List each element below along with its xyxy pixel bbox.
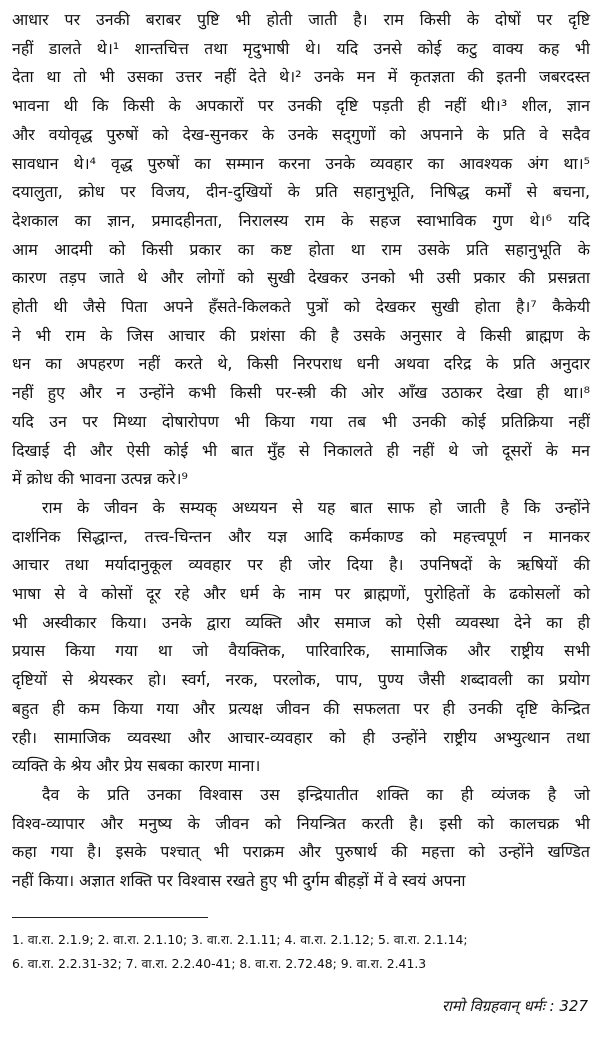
page-number: 327: [559, 997, 588, 1015]
text-line: नहीं डालते थे।¹ शान्तचित्त तथा मृदुभाषी थे। यदि उनसे कोई कटु वाक्य कह भी: [12, 38, 590, 58]
paragraph-3: [12, 781, 590, 896]
text-line: दयालुता, क्रोध पर विजय, दीन-दुखियों के प्रति सहानुभूति, निषिद्ध कर्मों से बचना,: [12, 182, 590, 202]
running-title: रामो विग्रहवान् धर्मः: [441, 997, 545, 1015]
text-line: रही। सामाजिक व्यवस्था और आचार-व्यवहार को ही उन्होंने राष्ट्रीय अभ्युत्थान तथा: [12, 727, 590, 747]
body-text: [12, 6, 590, 896]
footnote-line: 6. वा.रा. 2.2.31-32; 7. वा.रा. 2.2.40-41; 8. वा.रा. 2.72.48; 9. वा.रा. 2.41.3: [12, 956, 427, 971]
text-line: ने भी राम के जिस आचार की प्रशंसा की है उसके अनुसार वे किसी ब्राह्मण के: [12, 325, 590, 345]
footer-separator: :: [549, 997, 555, 1015]
text-line: दिखाई दी और ऐसी कोई भी बात मुँह से निकालते ही नहीं थे जो दूसरों के मन: [12, 440, 590, 460]
text-line: विश्व-व्यापार और मनुष्य के जीवन को नियन्त्रित करती है। इसी को कालचक्र भी: [12, 813, 590, 833]
page-footer: [442, 996, 588, 1016]
text-line: में क्रोध की भावना उत्पन्न करे।⁹: [12, 469, 188, 489]
text-line: धन का अपहरण नहीं करते थे, किसी निरपराध धनी अथवा दरिद्र के प्रति अनुदार: [12, 354, 590, 374]
text-line: कहा गया है। इसके पश्चात् भी पराक्रम और पुरुषार्थ की महत्ता को उन्होंने खण्डित: [12, 842, 590, 862]
paragraph-2: [12, 494, 590, 781]
text-line: दार्शनिक सिद्धान्त, तत्त्व-चिन्तन और यज्ञ आदि कर्मकाण्ड को महत्त्वपूर्ण न मानकर: [12, 526, 590, 546]
text-line: बहुत ही कम किया गया और प्रत्यक्ष जीवन की सफलता पर ही उनकी दृष्टि केन्द्रित: [12, 698, 590, 718]
text-line: नहीं किया। अज्ञात शक्ति पर विश्वास रखते हुए भी दुर्गम बीहड़ों में वे स्वयं अपना: [12, 871, 466, 891]
footnotes: [12, 928, 590, 976]
footnote-separator: [12, 917, 208, 918]
text-line: आचार तथा मर्यादानुकूल व्यवहार पर ही जोर दिया है। उपनिषदों के ऋषियों की: [12, 555, 590, 575]
text-line: भाषा से वे कोसों दूर रहे और धर्म के नाम पर ब्राह्मणों, पुरोहितों के ढकोसलों को: [12, 584, 590, 604]
text-line: नहीं हुए और न उन्होंने कभी किसी पर-स्त्री की ओर आँख उठाकर देखा ही था।⁸: [12, 383, 590, 403]
text-line: राम के जीवन के सम्यक् अध्ययन से यह बात साफ हो जाती है कि उन्होंने: [42, 497, 590, 517]
text-line: देता था तो भी उसका उत्तर नहीं देते थे।² उनके मन में कृतज्ञता की इतनी जबरदस्त: [12, 67, 590, 87]
text-line: प्रयास किया गया था जो वैयक्तिक, पारिवारिक, सामाजिक और राष्ट्रीय सभी: [12, 641, 590, 661]
text-line: आम आदमी को किसी प्रकार का कष्ट होता था राम उसके प्रति सहानुभूति के: [12, 239, 590, 259]
text-line: भावना थी कि किसी के अपकारों पर उनकी दृष्टि पड़ती ही नहीं थी।³ शील, ज्ञान: [12, 96, 590, 116]
text-line: दृष्टियों से श्रेयस्कर हो। स्वर्ग, नरक, परलोक, पाप, पुण्य जैसी शब्दावली का प्रयोग: [12, 670, 590, 690]
text-line: व्यक्ति के श्रेय और प्रेय सबका कारण माना।: [12, 756, 261, 776]
text-line: आधार पर उनकी बराबर पुष्टि भी होती जाती है। राम किसी के दोषों पर दृष्टि: [12, 10, 590, 29]
text-line: सावधान थे।⁴ वृद्ध पुरुषों का सम्मान करना उनके व्यवहार का आवश्यक अंग था।⁵: [12, 153, 590, 173]
text-line: दैव के प्रति उनका विश्वास उस इन्द्रियातीत शक्ति का ही व्यंजक है जो: [42, 784, 590, 804]
footnote-line: 1. वा.रा. 2.1.9; 2. वा.रा. 2.1.10; 3. वा.रा. 2.1.11; 4. वा.रा. 2.1.12; 5. वा.रा. 2.1.14;: [12, 932, 468, 947]
text-line: कारण तड़प जाते थे और लोगों को सुखी देखकर उनको भी उसी प्रकार की प्रसन्नता: [12, 268, 590, 288]
text-line: देशकाल का ज्ञान, प्रमादहीनता, निरालस्य राम के सहज स्वाभाविक गुण थे।⁶ यदि: [12, 210, 590, 230]
text-line: होती थी जैसे पिता अपने हँसते-किलकते पुत्रों को देखकर सुखी होता है।⁷ कैकेयी: [12, 297, 590, 317]
text-line: यदि उन पर मिथ्या दोषारोपण भी किया गया तब भी उनकी कोई प्रतिक्रिया नहीं: [12, 411, 590, 431]
text-line: भी अस्वीकार किया। उनके द्वारा व्यक्ति और समाज को ऐसी व्यवस्था देने का ही: [12, 612, 590, 632]
paragraph-1: [12, 6, 590, 494]
text-line: और वयोवृद्ध पुरुषों को देख-सुनकर के उनके सद्‌गुणों को अपनाने के प्रति वे सदैव: [12, 124, 590, 144]
